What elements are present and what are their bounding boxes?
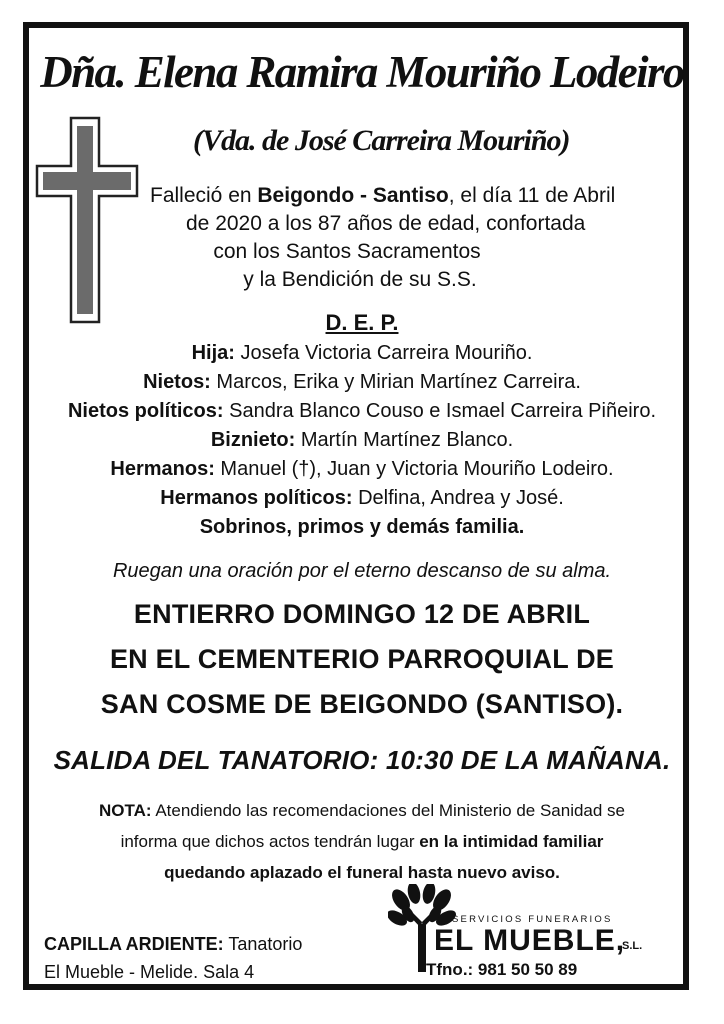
burial-line: EN EL CEMENTERIO PARROQUIAL DE bbox=[109, 644, 615, 674]
departure-time: SALIDA DEL TANATORIO: 10:30 DE LA MAÑANA. bbox=[53, 745, 671, 775]
logo-subtitle: SERVICIOS FUNERARIOS bbox=[452, 914, 613, 925]
chapel-line: El Mueble - Melide. Sala 4 bbox=[44, 962, 255, 982]
latin-cross-icon bbox=[33, 114, 143, 328]
family-line: Biznieto: Martín Martínez Blanco. bbox=[210, 429, 514, 451]
logo-phone: Tfno.: 981 50 50 89 bbox=[426, 960, 578, 979]
widow-of: (Vda. de José Carreira Mouriño) bbox=[193, 124, 570, 157]
death-line: con los Santos Sacramentos bbox=[213, 240, 481, 263]
death-line: de 2020 a los 87 años de edad, confortada bbox=[186, 212, 586, 235]
death-line: Falleció en Beigondo - Santiso, el día 11 de Abril bbox=[150, 184, 616, 207]
note-line: informa que dichos actos tendrán lugar en la intimidad familiar bbox=[120, 832, 604, 851]
family-line: Sobrinos, primos y demás familia. bbox=[199, 516, 525, 538]
note-line: quedando aplazado el funeral hasta nuevo aviso. bbox=[164, 863, 560, 882]
family-line: Nietos: Marcos, Erika y Mirian Martínez Carreira. bbox=[143, 371, 581, 393]
dep-heading: D. E. P. bbox=[325, 310, 399, 335]
burial-line: ENTIERRO DOMINGO 12 DE ABRIL bbox=[133, 599, 591, 629]
funeral-home-logo bbox=[388, 880, 668, 980]
family-line: Nietos políticos: Sandra Blanco Couso e Ismael Carreira Piñeiro. bbox=[67, 400, 656, 422]
death-details bbox=[150, 182, 616, 294]
death-line: y la Bendición de su S.S. bbox=[243, 268, 477, 291]
note-line: NOTA: Atendiendo las recomendaciones del Ministerio de Sanidad se bbox=[98, 801, 626, 820]
burial-line: SAN COSME DE BEIGONDO (SANTISO). bbox=[100, 689, 624, 719]
logo-suffix: S.L. bbox=[622, 940, 643, 952]
prayer-line: Ruegan una oración por el eterno descanso de su alma. bbox=[112, 560, 612, 582]
chapel-line: CAPILLA ARDIENTE: Tanatorio bbox=[44, 934, 303, 954]
family-line: Hermanos: Manuel (†), Juan y Victoria Mouriño Lodeiro. bbox=[110, 458, 614, 480]
deceased-name: Dña. Elena Ramira Mouriño Lodeiro bbox=[40, 47, 684, 97]
family-line: Hermanos políticos: Delfina, Andrea y José. bbox=[160, 487, 564, 509]
family-line: Hija: Josefa Victoria Carreira Mouriño. bbox=[191, 342, 533, 364]
logo-name: EL MUEBLE, bbox=[434, 924, 626, 957]
